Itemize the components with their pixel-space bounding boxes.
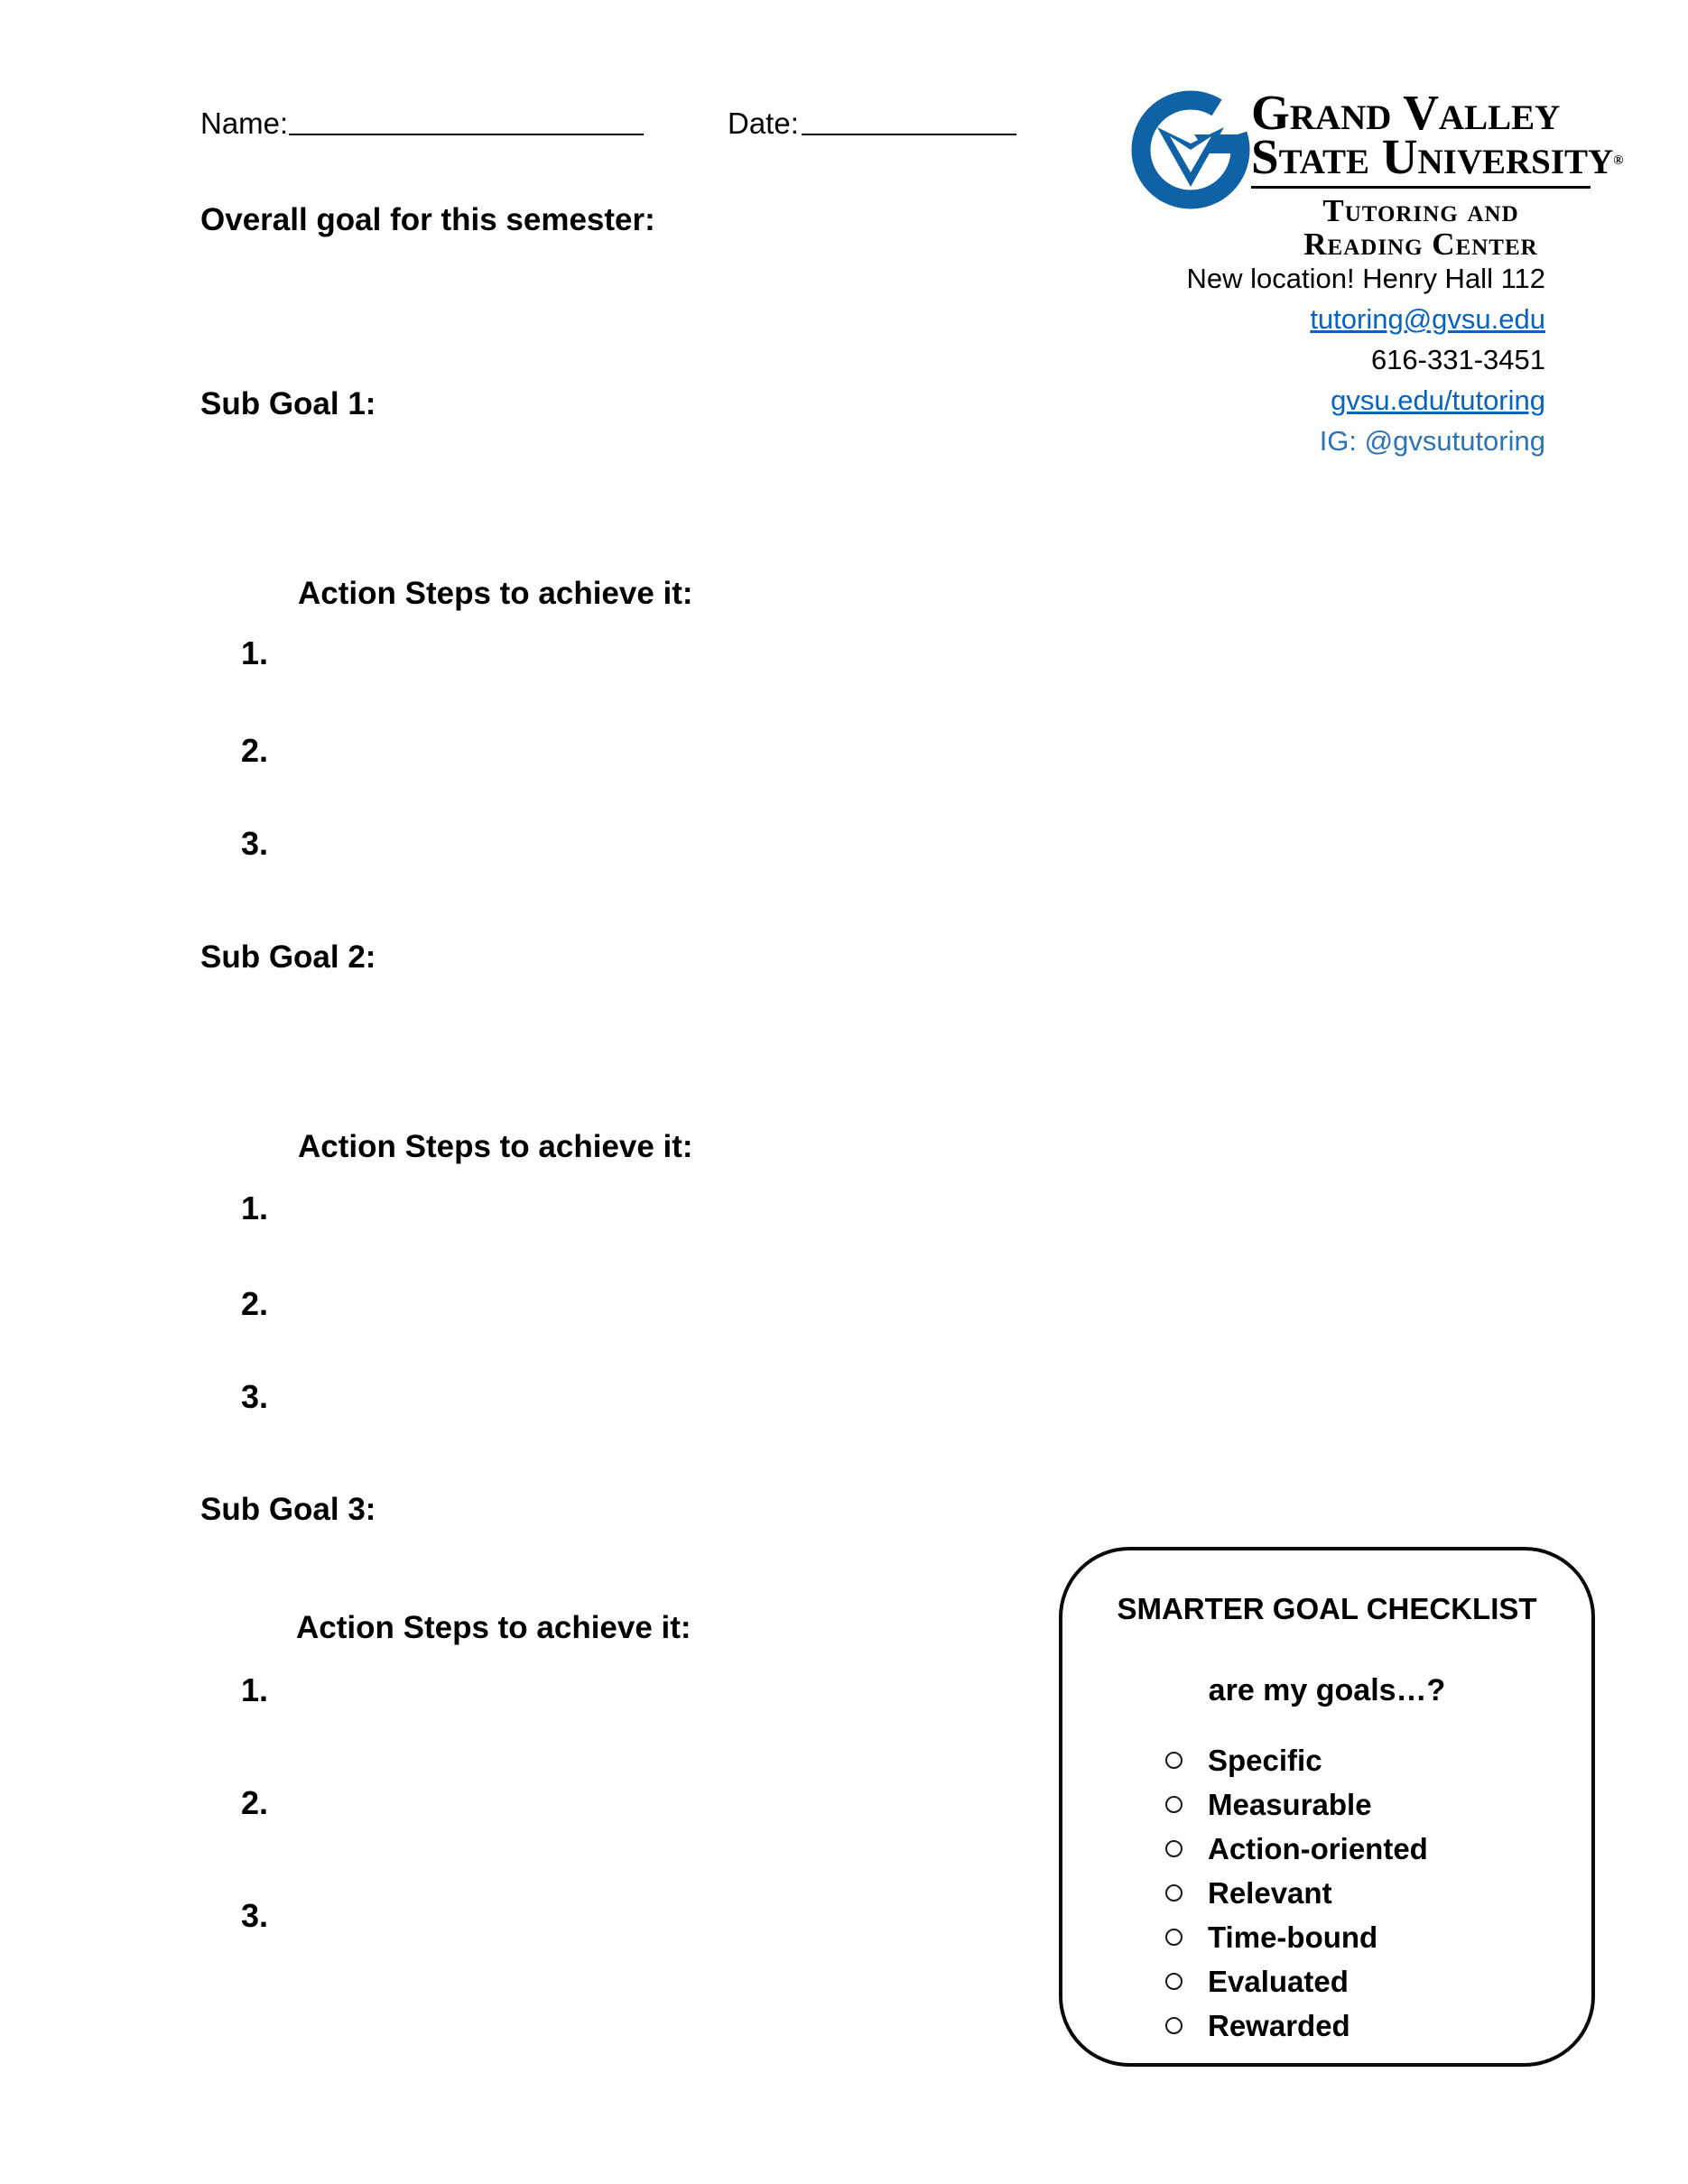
overall-goal-label: Overall goal for this semester: xyxy=(200,202,655,237)
contact-block xyxy=(1187,258,1545,461)
checklist-item: Time-bound xyxy=(1165,1915,1428,1959)
checklist-subtitle: are my goals…? xyxy=(1208,1673,1446,1707)
checklist-item: Rewarded xyxy=(1165,2004,1428,2048)
contact-location: New location! Henry Hall 112 xyxy=(1186,263,1545,294)
sub-goal-1-label: Sub Goal 1: xyxy=(200,386,376,421)
sub-goal-2-step-1-number: 1. xyxy=(241,1189,269,1226)
date-label: Date: xyxy=(728,106,799,140)
checklist-item: Measurable xyxy=(1165,1782,1428,1827)
sub-goal-1-step-3-number: 3. xyxy=(241,825,269,862)
date-fill-line xyxy=(802,103,1016,135)
name-fill-line xyxy=(289,103,644,135)
sub-goal-2-step-2-number: 2. xyxy=(241,1285,269,1322)
contact-phone: 616-331-3451 xyxy=(1370,344,1545,375)
contact-email-link[interactable]: tutoring@gvsu.edu xyxy=(1310,303,1545,335)
checklist-title: SMARTER GOAL CHECKLIST xyxy=(1117,1592,1537,1625)
contact-instagram: IG: @gvsututoring xyxy=(1319,425,1545,457)
name-label: Name: xyxy=(200,106,289,140)
registered-trademark: ® xyxy=(1613,153,1624,168)
bullet-circle-icon xyxy=(1165,1752,1183,1769)
bullet-circle-icon xyxy=(1165,1884,1183,1902)
checklist-item: Specific xyxy=(1165,1738,1428,1782)
sub-goal-2-action-steps-label: Action Steps to achieve it: xyxy=(298,1129,693,1164)
checklist-item: Relevant xyxy=(1165,1871,1428,1915)
sub-goal-3-label: Sub Goal 3: xyxy=(200,1492,376,1527)
bullet-circle-icon xyxy=(1165,1840,1183,1857)
sub-goal-3-step-1-number: 1. xyxy=(241,1671,269,1708)
sub-goal-1-step-2-number: 2. xyxy=(241,732,269,769)
bullet-circle-icon xyxy=(1165,1929,1183,1946)
logo-university-line2: State University® xyxy=(1251,134,1591,189)
sub-goal-3-step-2-number: 2. xyxy=(241,1784,269,1821)
smarter-goal-checklist-box xyxy=(1059,1547,1595,2067)
bullet-circle-icon xyxy=(1165,2017,1183,2034)
sub-goal-2-step-3-number: 3. xyxy=(241,1378,269,1415)
sub-goal-1-step-1-number: 1. xyxy=(241,634,269,671)
sub-goal-3-action-steps-label: Action Steps to achieve it: xyxy=(296,1610,691,1645)
logo-university-line1: Grand Valley xyxy=(1251,85,1561,140)
bullet-circle-icon xyxy=(1165,1973,1183,1990)
bullet-circle-icon xyxy=(1165,1796,1183,1813)
sub-goal-1-action-steps-label: Action Steps to achieve it: xyxy=(298,576,693,611)
checklist-item: Evaluated xyxy=(1165,1959,1428,2004)
contact-website-link[interactable]: gvsu.edu/tutoring xyxy=(1331,384,1545,416)
gvsu-wordmark xyxy=(1251,85,1624,262)
checklist-item: Action-oriented xyxy=(1165,1827,1428,1871)
logo-department-line2: Reading Center xyxy=(1303,227,1538,262)
logo-department-line1: Tutoring and xyxy=(1322,193,1519,228)
sub-goal-2-label: Sub Goal 2: xyxy=(200,939,376,975)
sub-goal-3-step-3-number: 3. xyxy=(241,1897,269,1934)
gvsu-logo-icon xyxy=(1131,90,1250,209)
checklist-items xyxy=(1165,1738,1428,2048)
